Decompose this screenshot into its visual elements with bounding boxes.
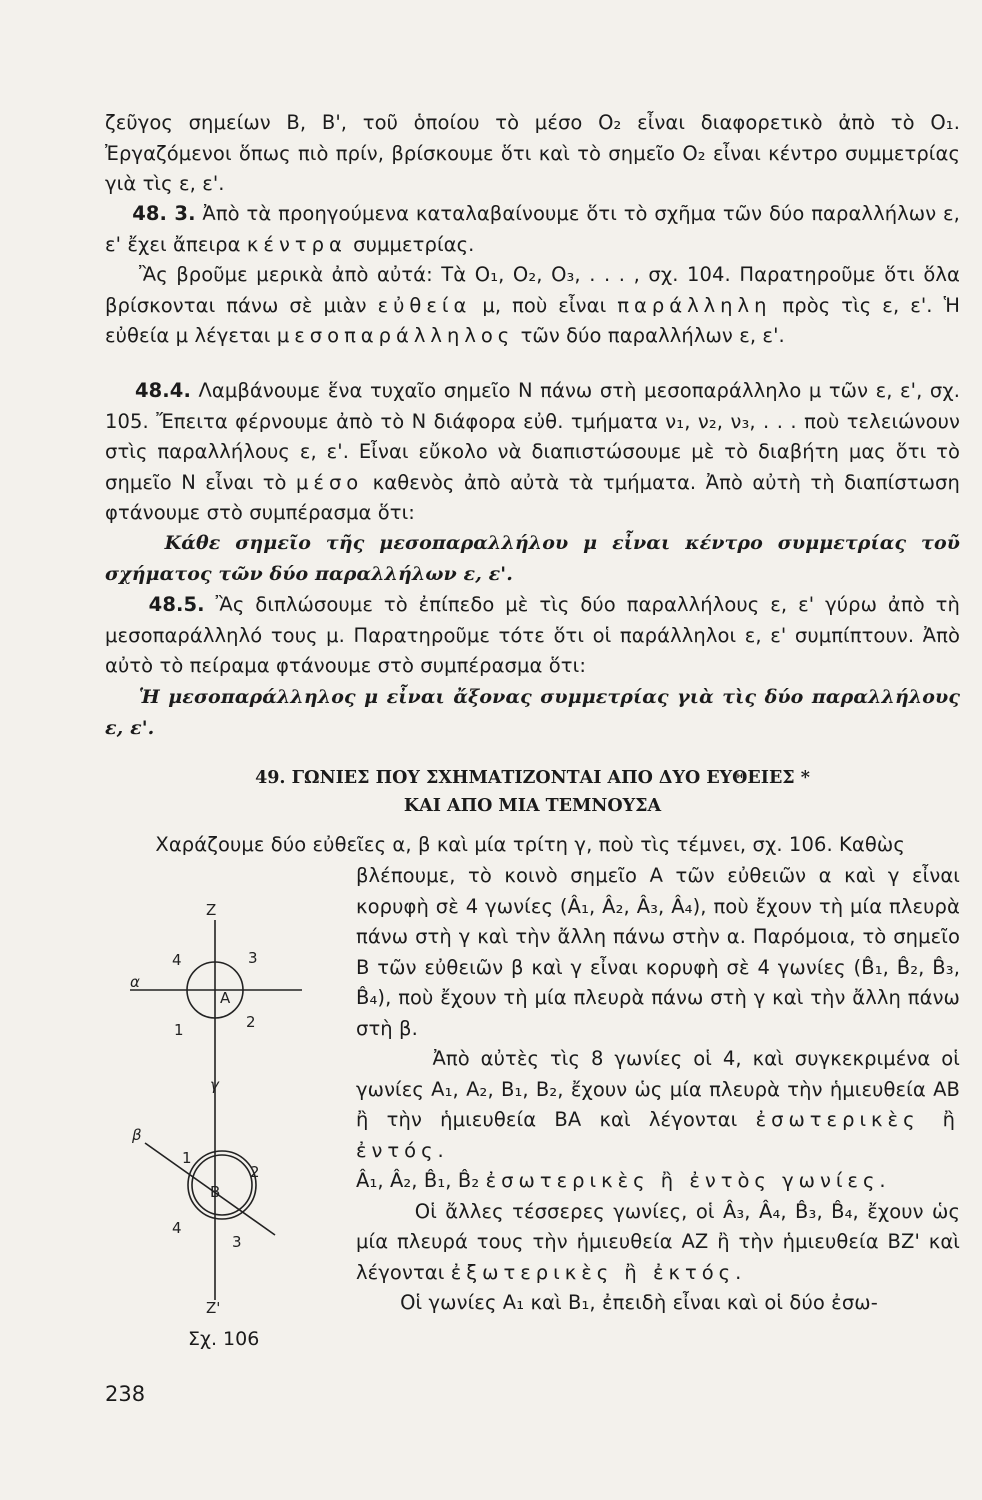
theorem-text: Κάθε σημεῖο τῆς μεσοπαραλλήλου μ εἶναι κέντρο συμμετρίας τοῦ σχήματος τῶν δύο παραλλήλων ε, ε'. (105, 532, 960, 585)
spaced-term: ἐσωτερικὲς ἢ ἐντός. (356, 1108, 960, 1162)
section-text: Ἀπὸ αὐτὲς τὶς 8 γωνίες οἱ 4, καὶ συγκεκριμένα οἱ γωνίες Α₁, Α₂, Β₁, Β₂, ἔχουν ὡς μία πλευρὰ τὴν ἡμιευθεία ΑΒ ἢ τὴν ἡμιευθεία ΒΑ καὶ λέγονται (356, 1047, 960, 1131)
section-text: Χαράζουμε δύο εὐθεῖες α, β καὶ μία τρίτη γ, ποὺ τὶς τέμνει, σχ. 106. Καθὼς (155, 833, 905, 856)
section-49-last (356, 1288, 960, 1319)
label-a4: 4 (172, 951, 182, 969)
spaced-term: μέσο (296, 470, 364, 494)
section-48-5 (105, 590, 960, 682)
section-text: Οἱ ἄλλες τέσσερες γωνίες, οἱ Â₃, Â₄, B̂₃, B̂₄, ἔχουν ὡς μία πλευρά τους τὴν ἡμιευθεία ΑΖ ἢ τὴν ἡμιευθεία ΒΖ' καὶ λέγονται (356, 1199, 960, 1284)
label-b: B (210, 1183, 221, 1201)
section-48-3-continued (105, 260, 960, 352)
spaced-term: ἐσωτερικὲς ἢ ἐντὸς γωνίες. (485, 1169, 891, 1192)
paragraph-text: ζεῦγος σημείων Β, Β', τοῦ ὁποίου τὸ μέσο Ο₂ εἶναι διαφορετικὸ ἀπὸ τὸ Ο₁. Ἐργαζόμενοι ὅπως πιὸ πρίν, βρίσκουμε ὅτι καὶ τὸ σημεῖο Ο₂ εἶναι κέντρο συμμετρίας γιὰ τὶς ε, ε'. (105, 111, 960, 195)
section-text: Ἂς βροῦμε μερικὰ ἀπὸ αὐτά: Τὰ Ο₁, Ο₂, Ο₃, . . . , σχ. 104. Παρατηροῦμε ὅτι ὅλα βρίσκονται πάνω σὲ μιὰν (105, 263, 960, 317)
label-a1: 1 (174, 1021, 184, 1039)
section-text: καθενὸς ἀπὸ αὐτὰ τὰ τμήματα. Ἀπὸ αὐτὴ τὴ διαπίστωση φτάνουμε στὸ συμπέρασμα ὅτι: (105, 470, 960, 524)
section-text: πρὸς τὶς ε, ε'. Ἡ εὐθεία μ λέγεται (105, 293, 960, 347)
label-z: Z (206, 901, 217, 919)
label-b1: 1 (182, 1149, 192, 1167)
spaced-term: μεσοπαράλληλος (276, 324, 515, 347)
angle-circle-b-outer (188, 1151, 256, 1219)
label-a3: 3 (248, 949, 258, 967)
label-alpha: α (130, 973, 140, 991)
section-48-3 (105, 199, 960, 260)
label-a2: 2 (246, 1013, 256, 1031)
section-text: βλέπουμε, τὸ κοινὸ σημεῖο Α τῶν εὐθειῶν α καὶ γ εἶναι κορυφὴ σὲ 4 γωνίες (Â₁, Â₂, Â₃, Â₄), ποὺ ἔχουν τὴ μία πλευρὰ πάνω στὴ γ καὶ τὴν ἄλλη πάνω στὴν α. Παρόμοια, τὸ σημεῖο Β τῶν εὐθειῶν β καὶ γ εἶναι κορυφὴ σὲ 4 γωνίες (B̂₁, B̂₂, B̂₃, B̂₄), ποὺ ἔχουν τὴ μία πλευρὰ πάνω στὴ γ καὶ τὴν ἄλλη πάνω στὴ β. (356, 864, 960, 1040)
section-text: συμμετρίας. (353, 232, 475, 256)
section-48-4 (105, 376, 960, 529)
section-49-exterior (356, 1197, 960, 1289)
section-number: 48.4. (134, 379, 191, 402)
section-text: τῶν δύο παραλλήλων ε, ε'. (520, 324, 785, 347)
theorem-midparallel-axis (105, 682, 960, 743)
section-49-body (356, 861, 960, 1319)
section-number: 48.5. (148, 593, 205, 616)
section-text: Ἂς διπλώσουμε τὸ ἐπίπεδο μὲ τὶς δύο παραλλήλους ε, ε' γύρω ἀπὸ τὴ μεσοπαράλληλό τους μ. Παρατηροῦμε τότε ὅτι οἱ παράλληλοι ε, ε' συμπίπτουν. Ἀπὸ αὐτὸ τὸ πείραμα φτάνουμε στὸ συμπέρασμα ὅτι: (105, 593, 960, 677)
paragraph-intro (105, 108, 960, 200)
label-b4: 4 (172, 1219, 182, 1237)
spaced-term: εὐθεία (377, 293, 472, 317)
label-gamma: γ (210, 1076, 219, 1094)
label-b2: 2 (250, 1163, 260, 1181)
section-text: Οἱ γωνίες Α₁ καὶ Β₁, ἐπειδὴ εἶναι καὶ οἱ δύο ἐσω- (400, 1291, 878, 1314)
spaced-term: κέντρα (246, 232, 347, 256)
section-49-interior (356, 1044, 960, 1166)
section-49-interior-list (356, 1166, 960, 1197)
label-b3: 3 (232, 1233, 242, 1251)
theorem-midparallel-center (105, 528, 960, 589)
angle-list: Â₁, Â₂, B̂₁, B̂₂ (356, 1169, 480, 1192)
theorem-text: Ἡ μεσοπαράλληλος μ εἶναι ἄξονας συμμετρίας γιὰ τὶς δύο παραλλήλους ε, ε'. (105, 686, 961, 739)
section-heading (105, 764, 960, 820)
spaced-term: παράλληλη (617, 293, 772, 317)
section-text: μ, ποὺ εἶναι (482, 293, 607, 317)
figure-caption: Σχ. 106 (188, 1328, 260, 1350)
spaced-term: ἐξωτερικὲς ἢ ἐκτός. (450, 1260, 747, 1284)
heading-line-2: ΚΑΙ ΑΠΟ ΜΙΑ ΤΕΜΝΟΥΣΑ (403, 796, 662, 816)
label-z-prime: Z' (206, 1299, 221, 1317)
heading-line-1: 49. ΓΩΝΙΕΣ ΠΟΥ ΣΧΗΜΑΤΙΖΟΝΤΑΙ ΑΠΟ ΔΥΟ ΕΥΘΕΙΕΣ * (255, 768, 810, 788)
section-49-first-line (105, 830, 960, 861)
section-number: 48. 3. (132, 202, 196, 225)
label-beta: β (132, 1126, 142, 1144)
figure-106 (110, 895, 360, 1325)
section-text: Ἀπὸ τὰ προηγούμενα καταλαβαίνουμε ὅτι τὸ σχῆμα τῶν δύο παραλλήλων ε, ε' ἔχει ἄπειρα (105, 202, 960, 256)
section-text: Λαμβάνουμε ἕνα τυχαῖο σημεῖο Ν πάνω στὴ μεσοπαράλληλο μ τῶν ε, ε', σχ. 105. Ἔπειτα φέρνουμε ἀπὸ τὸ Ν διάφορα εὐθ. τμήματα ν₁, ν₂, ν₃, . . . ποὺ τελειώνουν στὶς παραλλήλους ε, ε'. Εἶναι εὔκολο νὰ διαπιστώσουμε μὲ τὸ διαβήτη μας ὅτι τὸ σημεῖο Ν εἶναι τὸ (105, 379, 960, 494)
label-a: A (220, 989, 231, 1007)
page-number: 238 (105, 1382, 146, 1406)
angle-circle-b (192, 1155, 252, 1215)
